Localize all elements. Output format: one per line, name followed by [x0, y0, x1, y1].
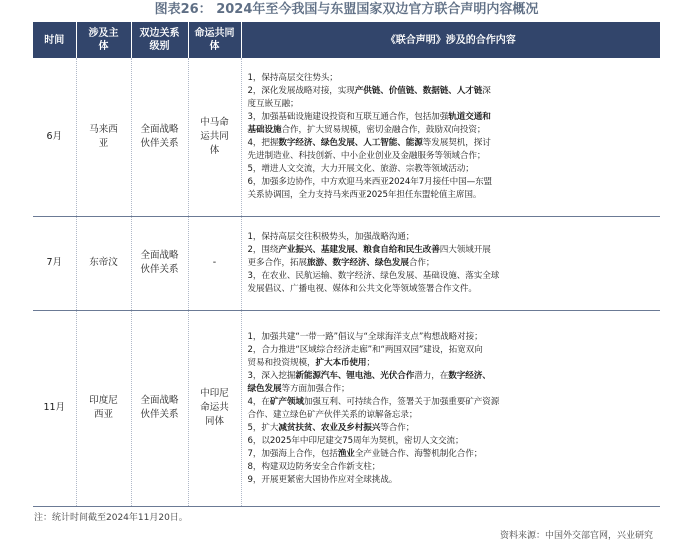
- content-text: 等方面加强合作；: [281, 383, 350, 394]
- content-text: 1，保持高层交往积极势头，加强战略沟通；: [247, 232, 415, 242]
- content-text: 度互嵌互融；: [247, 99, 299, 110]
- row-time-cell: [33, 216, 76, 310]
- row-subject-cell: [76, 58, 131, 216]
- content-line: [248, 137, 657, 150]
- content-line: [248, 111, 657, 124]
- row-content-cell: [241, 216, 660, 310]
- row-subject-cell: [76, 216, 131, 310]
- content-emphasis: 扩大本币使用: [315, 357, 367, 368]
- table-row: [33, 58, 660, 216]
- content-text: 1，加强共建“一带一路”倡议与“全球海洋支点”构想战略对接；: [247, 331, 483, 342]
- content-line: [248, 270, 657, 283]
- content-text: 2，合力推进“区域综合经济走廊”和“两国双园”建设，拓宽双向: [247, 344, 483, 355]
- footnote: 注：统计时间截至2024年11月20日。: [34, 513, 188, 523]
- source-note: 资料来源：中国外交部官网，兴业研究: [499, 531, 653, 541]
- row-community: 中印尼命运共同体: [200, 388, 229, 427]
- header-subject-text: 涉及主体: [88, 28, 119, 52]
- header-level: [131, 22, 188, 58]
- row-level: 全面战略伙伴关系: [140, 123, 179, 149]
- content-emphasis: 旅游、数字经济、绿色发展: [306, 258, 409, 268]
- content-text: 四大领域开展: [439, 245, 491, 255]
- content-line: [248, 422, 657, 435]
- content-emphasis: 减贫扶贫、农业及乡村振兴: [278, 422, 381, 433]
- content-line: [248, 383, 657, 396]
- content-text: 4，把握: [247, 138, 279, 149]
- row-subject-cell: [76, 310, 131, 506]
- content-emphasis: 数字经济、绿色发展、人工智能、能源: [278, 138, 423, 149]
- content-text: 潜力，在: [414, 370, 449, 381]
- content-emphasis: 数字经济、: [448, 370, 491, 381]
- content-line: [248, 85, 657, 98]
- content-line: [248, 461, 657, 474]
- content-text: 2，深化发展战略对接，实现: [247, 86, 355, 97]
- header-community: [188, 22, 241, 58]
- content-line: [248, 283, 657, 296]
- cooperation-table: [33, 22, 660, 507]
- row-level: 全面战略伙伴关系: [140, 395, 179, 420]
- content-text: 发展倡议、广播电视、媒体和公共文化等领域签署合作文件。: [247, 284, 477, 294]
- content-line: [248, 150, 657, 163]
- content-emphasis: 产供链、价值链、数据链、人才链: [354, 86, 483, 97]
- content-emphasis: 矿产领域: [269, 396, 304, 407]
- content-line: [248, 435, 657, 448]
- content-text: 深: [482, 86, 491, 97]
- content-line: [248, 344, 657, 357]
- content-emphasis: 新能源汽车、锂电池、光伏合作: [295, 370, 415, 381]
- content-line: [248, 257, 657, 270]
- content-text: 9，开展更紧密大国协作应对全球挑战。: [247, 474, 398, 485]
- content-text: 7，加强海上合作，包括: [247, 448, 338, 459]
- row-content-cell: [241, 310, 660, 506]
- row-subject: 印度尼西亚: [89, 395, 118, 420]
- table-row: [33, 216, 660, 310]
- header-community-text: 命运共同体: [194, 28, 235, 52]
- row-subject: 马来西亚: [89, 123, 118, 149]
- content-line: [248, 163, 657, 176]
- row-level: 全面战略伙伴关系: [140, 250, 179, 275]
- row-time: 6月: [46, 130, 63, 142]
- content-line: [248, 231, 657, 244]
- content-text: 3，深入挖掘: [247, 370, 296, 381]
- content-line: [248, 396, 657, 409]
- content-text: ；: [366, 357, 375, 368]
- content-emphasis: 绿色发展: [247, 383, 282, 394]
- content-text: 6，以2025年中印尼建交75周年为契机，密切人文交流；: [247, 435, 464, 446]
- header-level-text: 双边关系级别: [139, 28, 180, 52]
- row-level-cell: [131, 58, 188, 216]
- content-text: 合作；: [408, 258, 435, 268]
- content-text: 更多合作，拓展: [247, 258, 307, 268]
- content-text: 2，围绕: [247, 245, 279, 255]
- content-line: [248, 176, 657, 189]
- row-level-cell: [131, 310, 188, 506]
- row-community-cell: [188, 216, 241, 310]
- content-line: [248, 244, 657, 257]
- table-header-row: [33, 22, 660, 58]
- content-emphasis: 基础设施: [247, 125, 282, 136]
- header-time: 时间: [33, 22, 76, 58]
- content-text: 先进制造业、科技创新、中小企业创业及金融服务等领域合作；: [247, 151, 486, 162]
- content-line: [248, 331, 657, 344]
- content-line: [248, 124, 657, 137]
- content-text: 8，构建双边防务安全合作新支柱；: [247, 461, 381, 472]
- content-text: 贸易和投资规模，: [247, 357, 316, 368]
- row-subject: 东帝汶: [89, 257, 118, 268]
- row-community-cell: [188, 310, 241, 506]
- content-line: [248, 409, 657, 422]
- row-time: 7月: [46, 257, 63, 268]
- row-level-cell: [131, 216, 188, 310]
- row-time-cell: [33, 310, 76, 506]
- content-text: 加强互利、可持续合作，签署关于加强重要矿产资源: [303, 396, 500, 407]
- content-text: 等合作；: [380, 422, 415, 433]
- figure-title: 图表26： 2024年至今我国与东盟国家双边官方联合声明内容概况: [154, 2, 539, 17]
- content-emphasis: 轨道交通和: [448, 112, 491, 123]
- content-text: 合作，扩大贸易规模，密切金融合作，鼓励双向投资；: [281, 125, 486, 136]
- row-time: 11月: [43, 402, 66, 413]
- content-text: 全产业链合作、海警机制化合作；: [354, 448, 483, 459]
- row-community-cell: [188, 58, 241, 216]
- content-line: [248, 370, 657, 383]
- content-line: [248, 98, 657, 111]
- content-line: [248, 189, 657, 202]
- content-emphasis: 渔业: [337, 448, 355, 459]
- header-content: 《联合声明》涉及的合作内容: [241, 22, 660, 58]
- content-text: 3，在农业、民航运输、数字经济、绿色发展、基础设施、落实全球: [247, 271, 500, 281]
- content-text: 5，增进人文交流，大力开展文化、旅游、宗教等领域活动；: [247, 164, 474, 175]
- content-line: [248, 357, 657, 370]
- content-text: 6，加强多边协作，中方欢迎马来西亚2024年7月接任中国—东盟: [247, 177, 493, 188]
- header-subject: [76, 22, 131, 58]
- content-text: 等发展契机，探讨: [422, 138, 491, 149]
- table-row: [33, 310, 660, 506]
- content-text: 1，保持高层交往势头；: [247, 73, 338, 84]
- content-emphasis: 产业振兴、基建发展、粮食自给和民生改善: [278, 245, 440, 255]
- content-text: 5，扩大: [247, 422, 279, 433]
- row-content-cell: [241, 58, 660, 216]
- row-time-cell: [33, 58, 76, 216]
- content-line: [248, 72, 657, 85]
- content-line: [248, 448, 657, 461]
- content-text: 3，加强基础设施建设投资和互联互通合作，包括加强: [247, 112, 449, 123]
- row-community: -: [212, 257, 217, 268]
- content-text: 4，在: [247, 396, 270, 407]
- content-line: [248, 474, 657, 487]
- row-community: 中马命运共同体: [200, 116, 229, 156]
- content-text: 合作、建立绿色矿产伙伴关系的谅解备忘录；: [247, 409, 418, 420]
- content-text: 关系协调国，全力支持马来西亚2025年担任东盟轮值主席国。: [247, 190, 482, 201]
